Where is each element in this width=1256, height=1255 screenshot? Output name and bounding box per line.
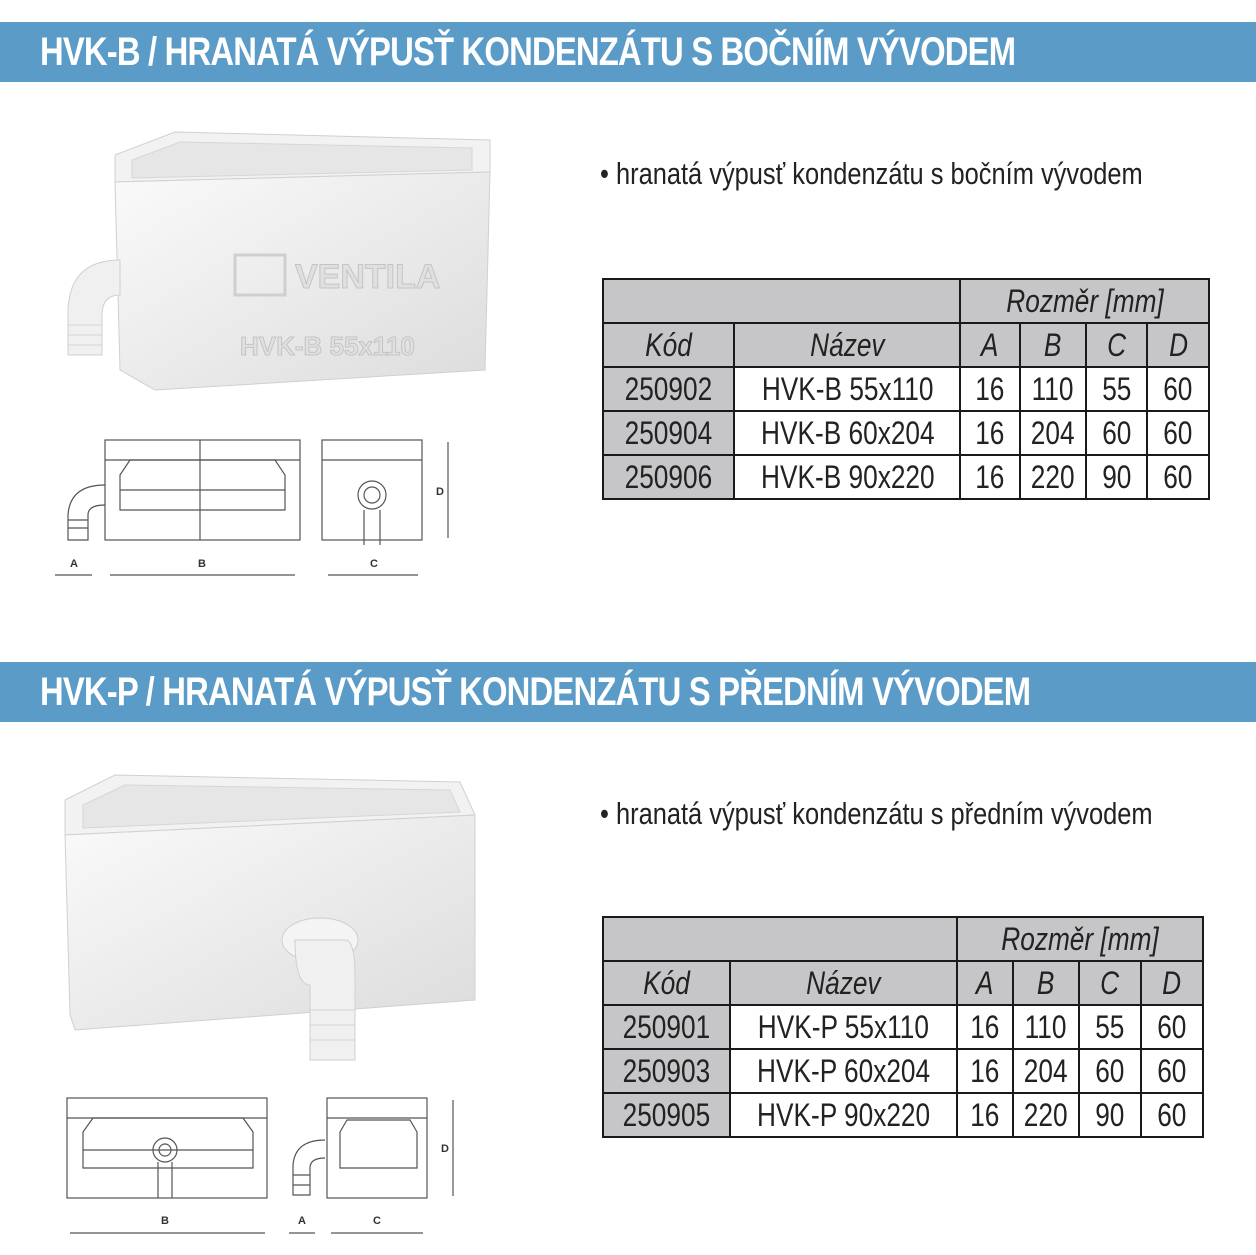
dim-label-d: D: [441, 1143, 449, 1155]
column-header: Název: [734, 323, 960, 367]
dim-label-a: A: [70, 558, 78, 570]
cell-c: 55: [1086, 367, 1148, 411]
cell-name: HVK-B 60x204: [734, 411, 960, 455]
dim-label-a: A: [298, 1215, 306, 1227]
group-header: Rozměr [mm]: [957, 917, 1203, 961]
dim-label-c: C: [370, 558, 378, 570]
dim-label-b: B: [198, 558, 206, 570]
cell-a: 16: [960, 411, 1020, 455]
column-header: Kód: [603, 961, 730, 1005]
column-header: A: [957, 961, 1013, 1005]
cell-b: 110: [1013, 1005, 1079, 1049]
cell-c: 90: [1086, 455, 1148, 499]
section-title: HVK-B / HRANATÁ VÝPUSŤ KONDENZÁTU S BOČNÍM VÝVODEM: [40, 30, 1016, 74]
cell-a: 16: [957, 1049, 1013, 1093]
cell-b: 204: [1013, 1049, 1079, 1093]
cell-a: 16: [957, 1005, 1013, 1049]
cell-code: 250906: [603, 455, 734, 499]
cell-a: 16: [960, 455, 1020, 499]
cell-d: 60: [1147, 411, 1209, 455]
section-banner-hvk-p: [0, 662, 1256, 722]
cell-code: 250904: [603, 411, 734, 455]
table-row: [603, 1049, 1203, 1093]
cell-d: 60: [1147, 367, 1209, 411]
column-header: D: [1147, 323, 1209, 367]
column-header: D: [1141, 961, 1203, 1005]
table-empty-header: [603, 279, 960, 323]
dim-label-c: C: [373, 1215, 381, 1227]
column-header: Kód: [603, 323, 734, 367]
table-empty-header: [603, 917, 957, 961]
cell-c: 55: [1079, 1005, 1141, 1049]
cell-code: 250901: [603, 1005, 730, 1049]
technical-drawing-hvk-b: [50, 430, 470, 590]
column-header: B: [1020, 323, 1086, 367]
cell-b: 220: [1020, 455, 1086, 499]
section-banner-hvk-b: [0, 22, 1256, 82]
section-title: HVK-P / HRANATÁ VÝPUSŤ KONDENZÁTU S PŘEDNÍM VÝVODEM: [40, 670, 1031, 714]
cell-c: 60: [1086, 411, 1148, 455]
group-header: Rozměr [mm]: [960, 279, 1209, 323]
spec-table-hvk-p: [602, 916, 1204, 1138]
column-header: Název: [730, 961, 956, 1005]
cell-b: 204: [1020, 411, 1086, 455]
table-row: [603, 1093, 1203, 1137]
cell-name: HVK-P 60x204: [730, 1049, 956, 1093]
dim-label-d: D: [436, 486, 444, 498]
table-row: [603, 455, 1209, 499]
cell-name: HVK-P 90x220: [730, 1093, 956, 1137]
cell-name: HVK-B 90x220: [734, 455, 960, 499]
spec-table-hvk-b: [602, 278, 1210, 500]
cell-code: 250905: [603, 1093, 730, 1137]
technical-drawing-hvk-p: [55, 1090, 475, 1245]
cell-d: 60: [1141, 1005, 1203, 1049]
cell-d: 60: [1141, 1093, 1203, 1137]
column-header: B: [1013, 961, 1079, 1005]
cell-a: 16: [960, 367, 1020, 411]
embossed-brand: VENTILA: [295, 258, 441, 296]
feature-bullet: • hranatá výpusť kondenzátu s bočním vývodem: [600, 156, 1143, 191]
feature-bullet: • hranatá výpusť kondenzátu s předním vývodem: [600, 796, 1153, 831]
cell-name: HVK-P 55x110: [730, 1005, 956, 1049]
product-photo-hvk-p: [55, 760, 495, 1070]
column-header: C: [1079, 961, 1141, 1005]
product-photo-hvk-b: [40, 120, 510, 410]
cell-d: 60: [1147, 455, 1209, 499]
table-row: [603, 1005, 1203, 1049]
embossed-model: HVK-B 55x110: [240, 331, 415, 361]
table-row: [603, 367, 1209, 411]
column-header: C: [1086, 323, 1148, 367]
column-header: A: [960, 323, 1020, 367]
cell-c: 90: [1079, 1093, 1141, 1137]
cell-a: 16: [957, 1093, 1013, 1137]
table-row: [603, 411, 1209, 455]
dim-label-b: B: [161, 1215, 169, 1227]
cell-name: HVK-B 55x110: [734, 367, 960, 411]
cell-code: 250902: [603, 367, 734, 411]
cell-code: 250903: [603, 1049, 730, 1093]
cell-b: 220: [1013, 1093, 1079, 1137]
cell-c: 60: [1079, 1049, 1141, 1093]
cell-d: 60: [1141, 1049, 1203, 1093]
cell-b: 110: [1020, 367, 1086, 411]
